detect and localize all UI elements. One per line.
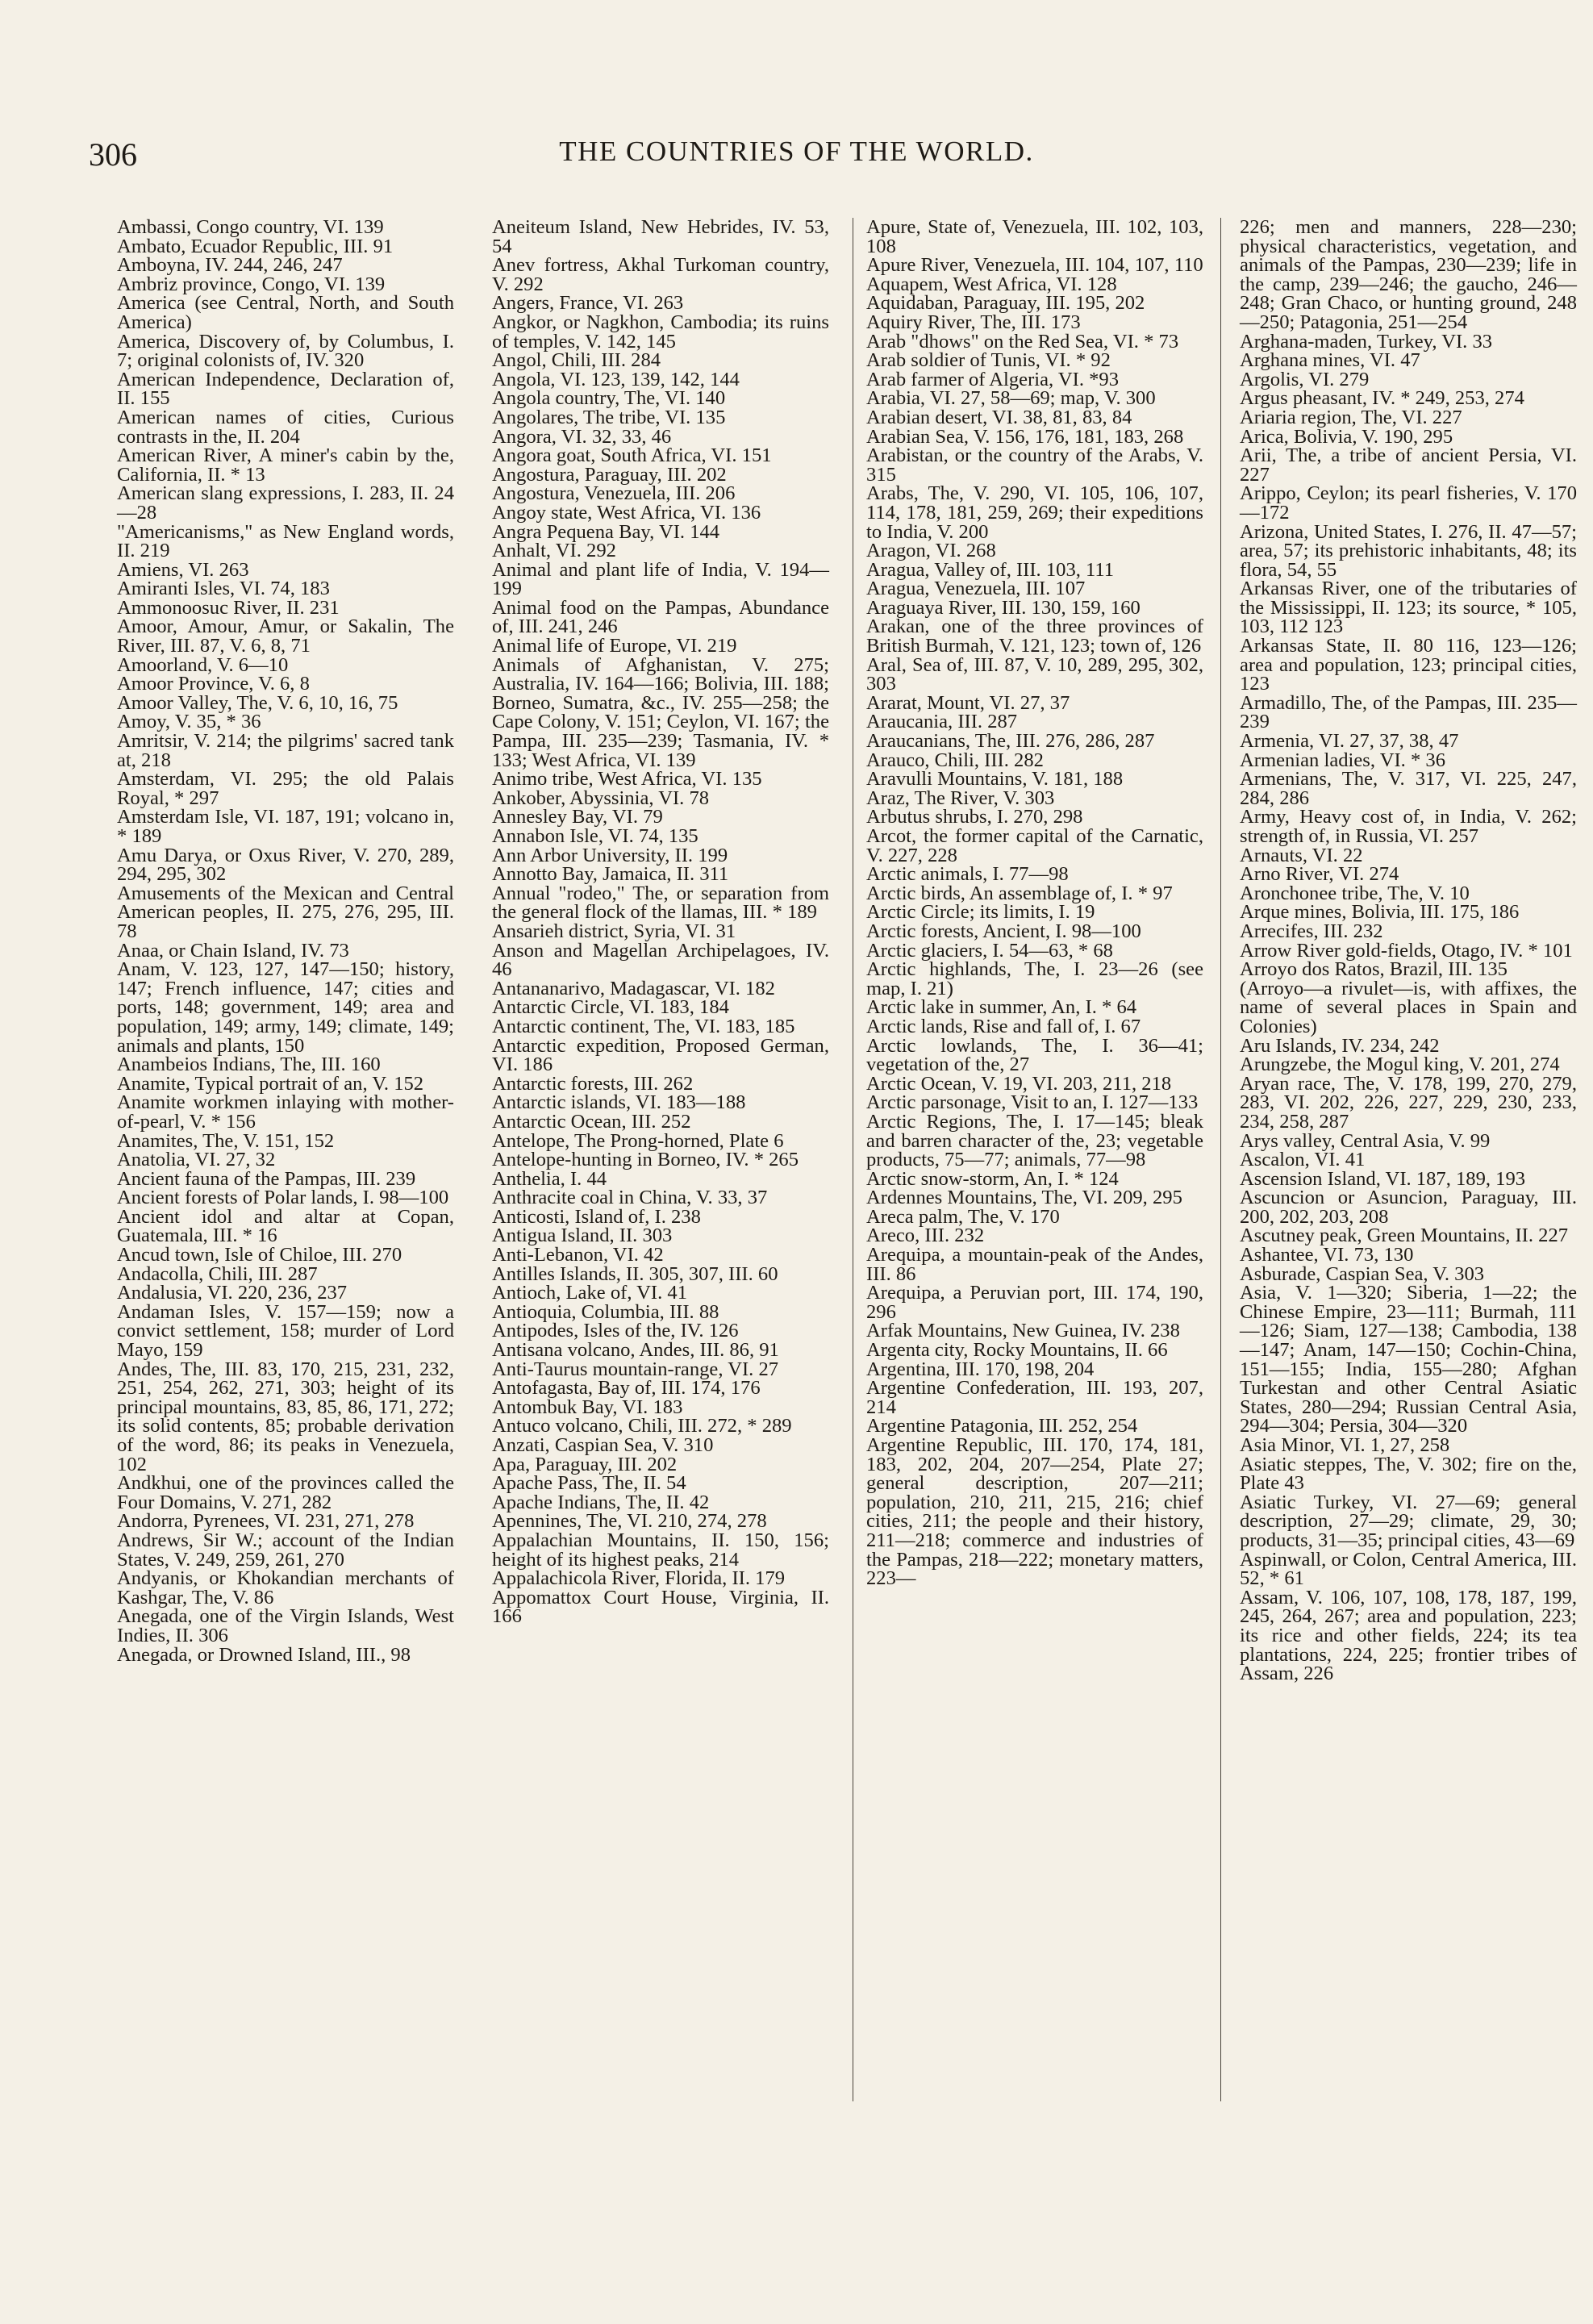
index-entry: Argentine Republic, III. 170, 174, 181, 183, 202, 204, 207—254, Plate 27; general description, 207—211; population, 210, 211, 215, 216; chief cities, 211; the people and their history, 211—218; commerce and industries of the Pampas, 218—222; monetary matters, 223— [866, 1434, 1203, 1590]
page-number: 306 [89, 136, 137, 173]
index-entry: Arctic animals, I. 77—98 [866, 863, 1069, 886]
index-entry: Andalusia, VI. 220, 236, 237 [117, 1282, 348, 1304]
index-entry: Animal food on the Pampas, Abundance of, III. 241, 246 [492, 596, 829, 638]
index-entry: Ansarieh district, Syria, VI. 31 [492, 920, 736, 942]
index-entry: Antarctic Ocean, III. 252 [492, 1110, 691, 1133]
index-entry: Arab farmer of Algeria, VI. *93 [866, 368, 1120, 390]
index-entry: America (see Central, North, and South America) [117, 292, 454, 333]
index-entry: Antigua Island, II. 303 [492, 1225, 673, 1247]
index-entry: Aragua, Valley of, III. 103, 111 [866, 558, 1115, 581]
index-entry: Asia Minor, VI. 1, 27, 258 [1240, 1434, 1450, 1456]
index-entry: Argentine Confederation, III. 193, 207, 214 [866, 1377, 1203, 1418]
index-entry: Andkhui, one of the provinces called the Four Domains, V. 271, 282 [117, 1472, 454, 1513]
index-entry: Angolares, The tribe, VI. 135 [492, 406, 726, 428]
index-entry: Apure River, Venezuela, III. 104, 107, 110 [866, 254, 1203, 277]
index-entry: Anam, V. 123, 127, 147—150; history, 147; French influence, 147; cities and ports, 148; government, 149; area and population, 149; army, 149; climate, 149; animals and plants, 150 [117, 958, 454, 1057]
index-entry: Arctic Regions, The, I. 17—145; bleak and barren character of the, 23; vegetable products, 75—77; animals, 77—98 [866, 1110, 1203, 1171]
index-entry: Asiatic Turkey, VI. 27—69; general description, 27—29; climate, 29, 30; products, 31—35; principal cities, 43—69 [1240, 1491, 1577, 1551]
index-entry: Andrews, Sir W.; account of the Indian States, V. 249, 259, 261, 270 [117, 1529, 454, 1571]
index-entry: Amritsir, V. 214; the pilgrims' sacred tank at, 218 [117, 730, 454, 771]
index-entry: Amsterdam Isle, VI. 187, 191; volcano in, * 189 [117, 806, 454, 847]
column-rule [1220, 218, 1221, 2101]
index-entry: Apache Indians, The, II. 42 [492, 1491, 710, 1513]
index-entry: Anti-Lebanon, VI. 42 [492, 1244, 664, 1266]
index-entry: Annesley Bay, VI. 79 [492, 806, 663, 828]
index-entry: Armadillo, The, of the Pampas, III. 235—239 [1240, 691, 1577, 733]
index-entry: Arabs, The, V. 290, VI. 105, 106, 107, 114, 178, 181, 259, 269; their expeditions to India, V. 200 [866, 482, 1203, 543]
index-entry: Armenian ladies, VI. * 36 [1240, 749, 1445, 771]
index-entry: Anegada, one of the Virgin Islands, West Indies, II. 306 [117, 1605, 454, 1646]
index-entry: Amsterdam, VI. 295; the old Palais Royal, * 297 [117, 768, 454, 809]
index-entry: Andacolla, Chili, III. 287 [117, 1262, 318, 1285]
index-entry: Anatolia, VI. 27, 32 [117, 1149, 276, 1171]
index-entry: Antilles Islands, II. 305, 307, III. 60 [492, 1262, 778, 1285]
index-entry: Apennines, The, VI. 210, 274, 278 [492, 1510, 767, 1533]
index-entry: Arab "dhows" on the Red Sea, VI. * 73 [866, 330, 1179, 353]
index-column-2 [492, 218, 829, 1626]
index-entry: Antuco volcano, Chili, III. 272, * 289 [492, 1415, 792, 1437]
index-entry: Aspinwall, or Colon, Central America, III. 52, * 61 [1240, 1548, 1577, 1590]
index-entry: Arabian desert, VI. 38, 81, 83, 84 [866, 406, 1132, 428]
index-entry: Argentina, III. 170, 198, 204 [866, 1358, 1095, 1380]
index-entry: Anamite, Typical portrait of an, V. 152 [117, 1072, 424, 1095]
index-entry: Arctic Ocean, V. 19, VI. 203, 211, 218 [866, 1072, 1172, 1095]
index-entry: Angora, VI. 32, 33, 46 [492, 425, 672, 448]
index-entry: Angkor, or Nagkhon, Cambodia; its ruins of temples, V. 142, 145 [492, 311, 829, 353]
index-entry: Amu Darya, or Oxus River, V. 270, 289, 294, 295, 302 [117, 844, 454, 886]
index-entry: Antisana volcano, Andes, III. 86, 91 [492, 1339, 779, 1362]
index-entry: Araz, The River, V. 303 [866, 786, 1055, 809]
index-entry: Ancient fauna of the Pampas, III. 239 [117, 1167, 416, 1190]
index-entry: Arnauts, VI. 22 [1240, 844, 1363, 866]
index-entry: Ancient idol and altar at Copan, Guatemala, III. * 16 [117, 1205, 454, 1247]
index-entry: Arctic parsonage, Visit to an, I. 127—133 [866, 1091, 1199, 1114]
index-entry: American slang expressions, I. 283, II. 24—28 [117, 482, 454, 524]
index-entry: Amoorland, V. 6—10 [117, 653, 289, 676]
index-entry: Assam, V. 106, 107, 108, 178, 187, 199, 245, 264, 267; area and population, 223; its rice and other fields, 224; its tea plantations, 224, 225; frontier tribes of Assam, 226 [1240, 1586, 1577, 1685]
index-entry: Arequipa, a mountain-peak of the Andes, III. 86 [866, 1244, 1203, 1285]
index-entry: Aru Islands, IV. 234, 242 [1240, 1034, 1440, 1057]
index-entry: Arbutus shrubs, I. 270, 298 [866, 806, 1083, 828]
index-entry: Animals of Afghanistan, V. 275; Australia, IV. 164—166; Bolivia, III. 188; Borneo, Sumatra, &c., IV. 255—258; the Cape Colony, V. 151; Ceylon, VI. 167; the Pampa, III. 235—239; Tasmania, IV. * 133; West Africa, VI. 139 [492, 653, 829, 771]
index-entry: Amusements of the Mexican and Central American peoples, II. 275, 276, 295, III. 78 [117, 882, 454, 942]
index-entry: Andaman Isles, V. 157—159; now a convict settlement, 158; murder of Lord Mayo, 159 [117, 1300, 454, 1362]
index-entry: Arctic glaciers, I. 54—63, * 68 [866, 939, 1113, 962]
index-entry: Arctic lake in summer, An, I. * 64 [866, 996, 1137, 1019]
index-entry: Ancud town, Isle of Chiloe, III. 270 [117, 1244, 402, 1266]
index-entry: Annabon Isle, VI. 74, 135 [492, 825, 699, 847]
index-entry: Araucanians, The, III. 276, 286, 287 [866, 730, 1155, 753]
index-entry: Araucania, III. 287 [866, 711, 1018, 733]
index-entry: Ascalon, VI. 41 [1240, 1149, 1366, 1171]
index-entry: Areca palm, The, V. 170 [866, 1205, 1060, 1228]
index-entry: Annotto Bay, Jamaica, II. 311 [492, 863, 729, 886]
index-entry: Antarctic islands, VI. 183—188 [492, 1091, 746, 1114]
index-entry: Ascutney peak, Green Mountains, II. 227 [1240, 1225, 1569, 1247]
index-entry: Annual "rodeo," The, or separation from the general flock of the llamas, III. * 189 [492, 882, 829, 924]
index-entry: Arctic highlands, The, I. 23—26 (see map, I. 21) [866, 958, 1203, 999]
index-entry: Arys valley, Central Asia, V. 99 [1240, 1129, 1491, 1152]
index-entry: Anaa, or Chain Island, IV. 73 [117, 939, 349, 962]
index-entry: Arcot, the former capital of the Carnatic, V. 227, 228 [866, 825, 1203, 866]
index-entry: Arrow River gold-fields, Otago, IV. * 101 [1240, 939, 1573, 962]
index-entry: Asiatic steppes, The, V. 302; fire on the, Plate 43 [1240, 1453, 1577, 1495]
page-header [89, 136, 1504, 181]
index-entry: Arabia, VI. 27, 58—69; map, V. 300 [866, 387, 1156, 410]
index-entry: Aryan race, The, V. 178, 199, 270, 279, 283, VI. 202, 226, 227, 229, 230, 233, 234, 258, 287 [1240, 1072, 1577, 1133]
index-entry: Arctic snow-storm, An, I. * 124 [866, 1167, 1119, 1190]
index-entry: Antipodes, Isles of the, IV. 126 [492, 1320, 739, 1342]
index-entry: Aquiry River, The, III. 173 [866, 311, 1081, 333]
index-entry: Arno River, VI. 274 [1240, 863, 1399, 886]
index-entry: Arica, Bolivia, V. 190, 295 [1240, 425, 1453, 448]
index-entry: Arfak Mountains, New Guinea, IV. 238 [866, 1320, 1180, 1342]
index-entry: Army, Heavy cost of, in India, V. 262; strength of, in Russia, VI. 257 [1240, 806, 1577, 847]
index-entry: Antananarivo, Madagascar, VI. 182 [492, 977, 775, 999]
index-entry: Antarctic continent, The, VI. 183, 185 [492, 1015, 795, 1037]
index-entry: Ancient forests of Polar lands, I. 98—100 [117, 1187, 449, 1209]
index-entry: Asia, V. 1—320; Siberia, 1—22; the Chinese Empire, 23—111; Burmah, 111—126; Siam, 127—138; Cambodia, 138—147; Anam, 147—150; Cochin-China, 151—155; India, 155—280; Afghan Turkestan and other Central Asiatic States, 280—294; Russian Central Asia, 294—304; Persia, 304—320 [1240, 1282, 1577, 1437]
index-entry: Antelope-hunting in Borneo, IV. * 265 [492, 1149, 799, 1171]
index-entry: Anamite workmen inlaying with mother-of-pearl, V. * 156 [117, 1091, 454, 1133]
index-entry: Arghana mines, VI. 47 [1240, 349, 1420, 372]
index-entry: Anticosti, Island of, I. 238 [492, 1205, 701, 1228]
index-column-4 [1240, 218, 1577, 1684]
index-entry: Argenta city, Rocky Mountains, II. 66 [866, 1339, 1168, 1362]
index-entry: Animo tribe, West Africa, VI. 135 [492, 768, 762, 791]
index-entry: Ashantee, VI. 73, 130 [1240, 1244, 1414, 1266]
index-entry: (Arroyo—a rivulet—is, with affixes, the name of several places in Spain and Colonies) [1240, 977, 1577, 1037]
index-entry: Antioch, Lake of, VI. 41 [492, 1282, 688, 1304]
index-entry: Ambato, Ecuador Republic, III. 91 [117, 235, 394, 257]
index-entry: Antarctic expedition, Proposed German, VI. 186 [492, 1034, 829, 1076]
index-entry: Armenia, VI. 27, 37, 38, 47 [1240, 730, 1459, 753]
index-entry: Argentine Patagonia, III. 252, 254 [866, 1415, 1138, 1437]
index-entry: Aravulli Mountains, V. 181, 188 [866, 768, 1124, 791]
index-entry: Appalachicola River, Florida, II. 179 [492, 1567, 786, 1590]
index-entry: Arkansas River, one of the tributaries of the Mississippi, II. 123; its source, * 105, 103, 112 123 [1240, 578, 1577, 638]
index-entry: Arrecifes, III. 232 [1240, 920, 1383, 942]
index-entry: Arkansas State, II. 80 116, 123—126; area and population, 123; principal cities, 123 [1240, 635, 1577, 695]
index-entry: Arab soldier of Tunis, VI. * 92 [866, 349, 1111, 372]
index-entry: Ankober, Abyssinia, VI. 78 [492, 786, 710, 809]
index-entry: Aragua, Venezuela, III. 107 [866, 578, 1086, 600]
index-entry: Arauco, Chili, III. 282 [866, 749, 1044, 771]
index-entry: Aral, Sea of, III. 87, V. 10, 289, 295, 302, 303 [866, 653, 1203, 695]
index-entry: Animal life of Europe, VI. 219 [492, 635, 737, 657]
index-entry: Ardennes Mountains, The, VI. 209, 295 [866, 1187, 1182, 1209]
index-entry: Antarctic forests, III. 262 [492, 1072, 694, 1095]
index-entry: Ambriz province, Congo, VI. 139 [117, 273, 386, 295]
index-entry: Amiens, VI. 263 [117, 558, 249, 581]
index-entry: Amoor Province, V. 6, 8 [117, 673, 310, 695]
index-entry: Aronchonee tribe, The, V. 10 [1240, 882, 1470, 904]
index-entry: Amoor Valley, The, V. 6, 10, 16, 75 [117, 691, 398, 714]
index-entry: Aragon, VI. 268 [866, 540, 996, 562]
index-entry: Angers, France, VI. 263 [492, 292, 684, 315]
index-entry: Araguaya River, III. 130, 159, 160 [866, 596, 1141, 619]
index-entry: Anti-Taurus mountain-range, VI. 27 [492, 1358, 779, 1380]
index-entry: Aneiteum Island, New Hebrides, IV. 53, 54 [492, 216, 829, 257]
index-entry: Antofagasta, Bay of, III. 174, 176 [492, 1377, 761, 1400]
index-entry: Anthelia, I. 44 [492, 1167, 607, 1190]
index-entry: Arghana-maden, Turkey, VI. 33 [1240, 330, 1493, 353]
index-entry: Angostura, Venezuela, III. 206 [492, 482, 736, 505]
index-entry: Antelope, The Prong-horned, Plate 6 [492, 1129, 784, 1152]
index-entry: Antioquia, Columbia, III. 88 [492, 1300, 719, 1323]
index-entry: Ann Arbor University, II. 199 [492, 844, 728, 866]
index-entry: Arungzebe, the Mogul king, V. 201, 274 [1240, 1054, 1560, 1076]
index-entry: Arizona, United States, I. 276, II. 47—57; area, 57; its prehistoric inhabitants, 48; its flora, 54, 55 [1240, 520, 1577, 581]
index-entry: Arippo, Ceylon; its pearl fisheries, V. 170—172 [1240, 482, 1577, 524]
index-entry: America, Discovery of, by Columbus, I. 7; original colonists of, IV. 320 [117, 330, 454, 372]
index-entry: Anambeios Indians, The, III. 160 [117, 1054, 381, 1076]
index-entry: Angoy state, West Africa, VI. 136 [492, 501, 761, 524]
index-entry: Angostura, Paraguay, III. 202 [492, 463, 727, 486]
index-entry: Aquidaban, Paraguay, III. 195, 202 [866, 292, 1145, 315]
index-entry: Arii, The, a tribe of ancient Persia, VI. 227 [1240, 444, 1577, 486]
index-entry: American Independence, Declaration of, II. 155 [117, 368, 454, 410]
index-column-1 [117, 218, 454, 1664]
index-entry: Anegada, or Drowned Island, III., 98 [117, 1643, 411, 1666]
index-entry: Andyanis, or Khokandian merchants of Kashgar, The, V. 86 [117, 1567, 454, 1608]
index-entry: Anamites, The, V. 151, 152 [117, 1129, 335, 1152]
index-entry: Amoor, Amour, Amur, or Sakalin, The River, III. 87, V. 6, 8, 71 [117, 615, 454, 657]
index-entry: Appalachian Mountains, II. 150, 156; height of its highest peaks, 214 [492, 1529, 829, 1571]
index-entry: Apache Pass, The, II. 54 [492, 1472, 686, 1495]
index-entry: Anev fortress, Akhal Turkoman country, V. 292 [492, 254, 829, 295]
index-entry: Areco, III. 232 [866, 1225, 985, 1247]
index-entry: Andes, The, III. 83, 170, 215, 231, 232, 251, 254, 262, 271, 303; height of its principal mountains, 83, 85, 86, 171, 272; its solid contents, 85; probable derivation of the word, 86; its peaks in Venezuela, 102 [117, 1358, 454, 1475]
index-entry: Arroyo dos Ratos, Brazil, III. 135 [1240, 958, 1508, 981]
index-entry: Appomattox Court House, Virginia, II. 166 [492, 1586, 829, 1628]
index-entry: Arabistan, or the country of the Arabs, V. 315 [866, 444, 1203, 486]
index-entry: Armenians, The, V. 317, VI. 225, 247, 284, 286 [1240, 768, 1577, 809]
index-entry: Amiranti Isles, VI. 74, 183 [117, 578, 330, 600]
index-entry: Arabian Sea, V. 156, 176, 181, 183, 268 [866, 425, 1184, 448]
index-entry: Anhalt, VI. 292 [492, 540, 616, 562]
index-entry: Anthracite coal in China, V. 33, 37 [492, 1187, 768, 1209]
index-entry: 226; men and manners, 228—230; physical characteristics, vegetation, and animals of the Pampas, 230—239; life in the camp, 239—246; the gaucho, 246—248; Gran Chaco, or hunting ground, 248—250; Patagonia, 251—254 [1240, 216, 1577, 333]
index-entry: Apa, Paraguay, III. 202 [492, 1453, 678, 1475]
index-entry: Argus pheasant, IV. * 249, 253, 274 [1240, 387, 1524, 410]
index-entry: Ambassi, Congo country, VI. 139 [117, 216, 384, 238]
index-entry: Ascension Island, VI. 187, 189, 193 [1240, 1167, 1526, 1190]
index-entry: Angola, VI. 123, 139, 142, 144 [492, 368, 740, 390]
index-entry: Arctic forests, Ancient, I. 98—100 [866, 920, 1141, 942]
index-entry: Anson and Magellan Archipelagoes, IV. 46 [492, 939, 829, 981]
index-entry: Arctic birds, An assemblage of, I. * 97 [866, 882, 1173, 904]
index-column-3 [866, 218, 1203, 1588]
index-entry: Amoy, V. 35, * 36 [117, 711, 261, 733]
index-entry: Angol, Chili, III. 284 [492, 349, 661, 372]
index-entry: Ariaria region, The, VI. 227 [1240, 406, 1462, 428]
index-entry: Amboyna, IV. 244, 246, 247 [117, 254, 343, 277]
index-entry: Antombuk Bay, VI. 183 [492, 1396, 683, 1418]
index-entry: Angola country, The, VI. 140 [492, 387, 726, 410]
index-entry: Antarctic Circle, VI. 183, 184 [492, 996, 729, 1019]
index-entry: Aquapem, West Africa, VI. 128 [866, 273, 1117, 295]
running-title: THE COUNTRIES OF THE WORLD. [559, 136, 1034, 167]
index-entry: Arctic lands, Rise and fall of, I. 67 [866, 1015, 1141, 1037]
index-entry: American River, A miner's cabin by the, California, II. * 13 [117, 444, 454, 486]
index-entry: Andorra, Pyrenees, VI. 231, 271, 278 [117, 1510, 415, 1533]
index-entry: Arque mines, Bolivia, III. 175, 186 [1240, 901, 1520, 924]
index-entry: Angora goat, South Africa, VI. 151 [492, 444, 772, 467]
index-entry: Arequipa, a Peruvian port, III. 174, 190, 296 [866, 1282, 1203, 1323]
index-entry: Ammonoosuc River, II. 231 [117, 596, 340, 619]
index-entry: Ascuncion or Asuncion, Paraguay, III. 200, 202, 203, 208 [1240, 1187, 1577, 1228]
index-entry: Arakan, one of the three provinces of British Burmah, V. 121, 123; town of, 126 [866, 615, 1203, 657]
index-entry: Animal and plant life of India, V. 194—199 [492, 558, 829, 600]
index-entry: American names of cities, Curious contrasts in the, II. 204 [117, 406, 454, 448]
index-entry: Arctic Circle; its limits, I. 19 [866, 901, 1095, 924]
index-entry: Argolis, VI. 279 [1240, 368, 1370, 390]
index-entry: Angra Pequena Bay, VI. 144 [492, 520, 720, 543]
index-entry: Apure, State of, Venezuela, III. 102, 103, 108 [866, 216, 1203, 257]
index-entry: Asburade, Caspian Sea, V. 303 [1240, 1262, 1485, 1285]
index-entry: Arctic lowlands, The, I. 36—41; vegetation of the, 27 [866, 1034, 1203, 1076]
index-entry: "Americanisms," as New England words, II. 219 [117, 520, 454, 562]
index-entry: Anzati, Caspian Sea, V. 310 [492, 1434, 714, 1456]
index-entry: Ararat, Mount, VI. 27, 37 [866, 691, 1070, 714]
